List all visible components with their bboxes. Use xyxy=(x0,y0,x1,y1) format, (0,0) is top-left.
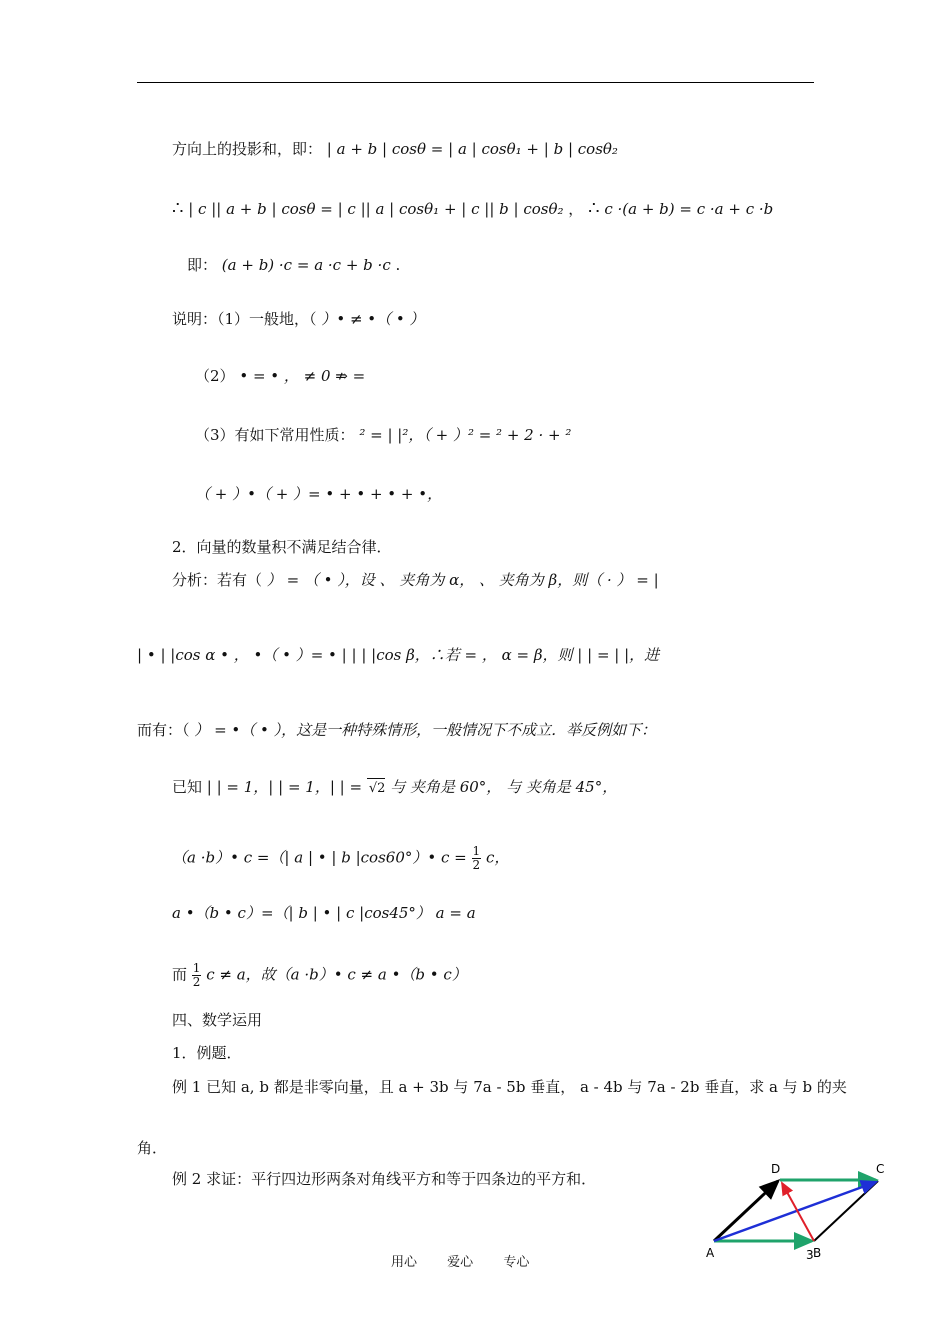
line-calc-1: （a ·b）• c =（| a | • | b |cos60°）• c = $\frac{1}{2}$ c， xyxy=(172,844,510,872)
fraction-one-half-2: $\frac{1}{2}$ xyxy=(192,961,201,989)
formula-given-angles: 与 夹角是 60°， 与 夹角是 45°， xyxy=(390,778,618,796)
vertex-d: D xyxy=(771,1162,781,1176)
fraction-one-half: $\frac{1}{2}$ xyxy=(472,844,481,872)
formula-calc-1: （a ·b）• c =（| a | • | b |cos60°）• c = xyxy=(172,848,467,867)
examples-heading: 1．例题． xyxy=(172,1044,242,1062)
example-1: 例 1 已知 a, b 都是非零向量，且 a + 3b 与 7a - 5b 垂直， a - 4b 与 7a - 2b 垂直，求 a 与 b 的夹 xyxy=(172,1078,847,1096)
vertex-3: 3 xyxy=(806,1248,814,1262)
side-ad xyxy=(714,1181,778,1241)
example-2: 例 2 求证：平行四边形两条对角线平方和等于四条边的平方和． xyxy=(172,1170,597,1188)
text-projection: 方向上的投影和，即： xyxy=(172,140,323,158)
side-bc xyxy=(814,1181,878,1241)
line-conclusion: 而 $\frac{1}{2}$ c ≠ a，故（a ·b）• c ≠ a •（b • c） xyxy=(172,961,467,989)
therefore-symbol: ∴ xyxy=(172,198,184,219)
therefore-symbol-2: ∴ xyxy=(588,198,600,219)
line-projection xyxy=(172,139,618,159)
formula-calc-2: a •（b • c）=（| b | • | c |cos45°） a = a xyxy=(172,904,476,922)
sqrt-two: √2 xyxy=(367,778,386,799)
example-1-cont: 角． xyxy=(137,1139,168,1157)
header-rule xyxy=(137,82,814,83)
line-analysis: 分析：若有（ ） = （ • ），设 、 夹角为 α， 、 夹角为 β，则（ · ） = | xyxy=(172,571,659,589)
page-footer: 用心 爱心 专心 xyxy=(391,1255,530,1270)
diagonal-bd xyxy=(782,1183,814,1241)
line-ie: 即： (a + b) ·c = a ·c + b ·c . xyxy=(187,256,401,274)
line-note4 xyxy=(195,484,442,504)
section-4-heading: 四、数学运用 xyxy=(172,1011,263,1029)
formula-analysis-3: ） = •（ • ），这是一种特殊情形，一般情况下不成立．举反例如下： xyxy=(194,721,657,739)
formula-distributive: c ·(a + b) = c ·a + c ·b xyxy=(604,200,774,218)
line-therefore: ∴ | c || a + b | cosθ = | c || a | cosθ₁ + | c || b | cosθ₂ ， ∴ c ·(a + b) = c ·a + c ·b xyxy=(172,198,774,219)
formula-note2: • = • ， ≠ 0 ⇏ = xyxy=(239,367,366,385)
formula-analysis-2: | • | |cos α • ， •（ • ）= • | | | |cos β，∴若 = ， α = β，则 | | = | |，进 xyxy=(137,646,660,664)
vertex-a: A xyxy=(706,1246,715,1260)
line-note2: （2） • = • ， ≠ 0 ⇏ = xyxy=(195,367,366,385)
line-calc-2 xyxy=(172,903,476,923)
line-analysis-2 xyxy=(137,645,659,665)
formula-ie: (a + b) ·c = a ·c + b ·c xyxy=(221,256,391,274)
line-note1: 说明：（1）一般地，（ ）• ≠ •（ • ） xyxy=(172,310,425,328)
line-given: 已知 | | = 1，| | = 1，| | = √2 与 夹角是 60°， 与 夹角是 45°， xyxy=(172,777,617,799)
formula-conclusion: c ≠ a，故（a ·b）• c ≠ a •（b • c） xyxy=(206,965,467,984)
section-2-heading: 2．向量的数量积不满足结合律． xyxy=(172,538,392,556)
formula-note3: ² = | |²，（ + ）² = ² + 2 · + ² xyxy=(359,426,572,444)
formula-note4: （ + ）•（ + ）= • + • + • + •， xyxy=(195,485,443,503)
line-analysis-3: 而有：（ ） = •（ • ），这是一种特殊情形，一般情况下不成立．举反例如下： xyxy=(137,721,657,739)
vertex-c: C xyxy=(876,1162,885,1176)
vertex-b: B xyxy=(813,1246,822,1260)
formula-given: | = 1，| | = 1，| | = xyxy=(216,778,363,796)
diagonal-ac xyxy=(714,1182,876,1241)
formula-note1: ）• ≠ •（ • ） xyxy=(321,310,425,328)
line-note3: （3）有如下常用性质： ² = | |²，（ + ）² = ² + 2 · + ² xyxy=(195,426,572,444)
formula-analysis: ） = （ • ），设 、 夹角为 α， 、 夹角为 β，则（ · ） = | xyxy=(266,571,659,589)
formula-therefore: | c || a + b | cosθ = | c || a | cosθ₁ + | c || b | cosθ₂ xyxy=(188,200,564,218)
formula-projection: | a + b | cosθ = | a | cosθ₁ + | b | cosθ₂ xyxy=(326,140,618,158)
parallelogram-figure xyxy=(700,1155,900,1265)
